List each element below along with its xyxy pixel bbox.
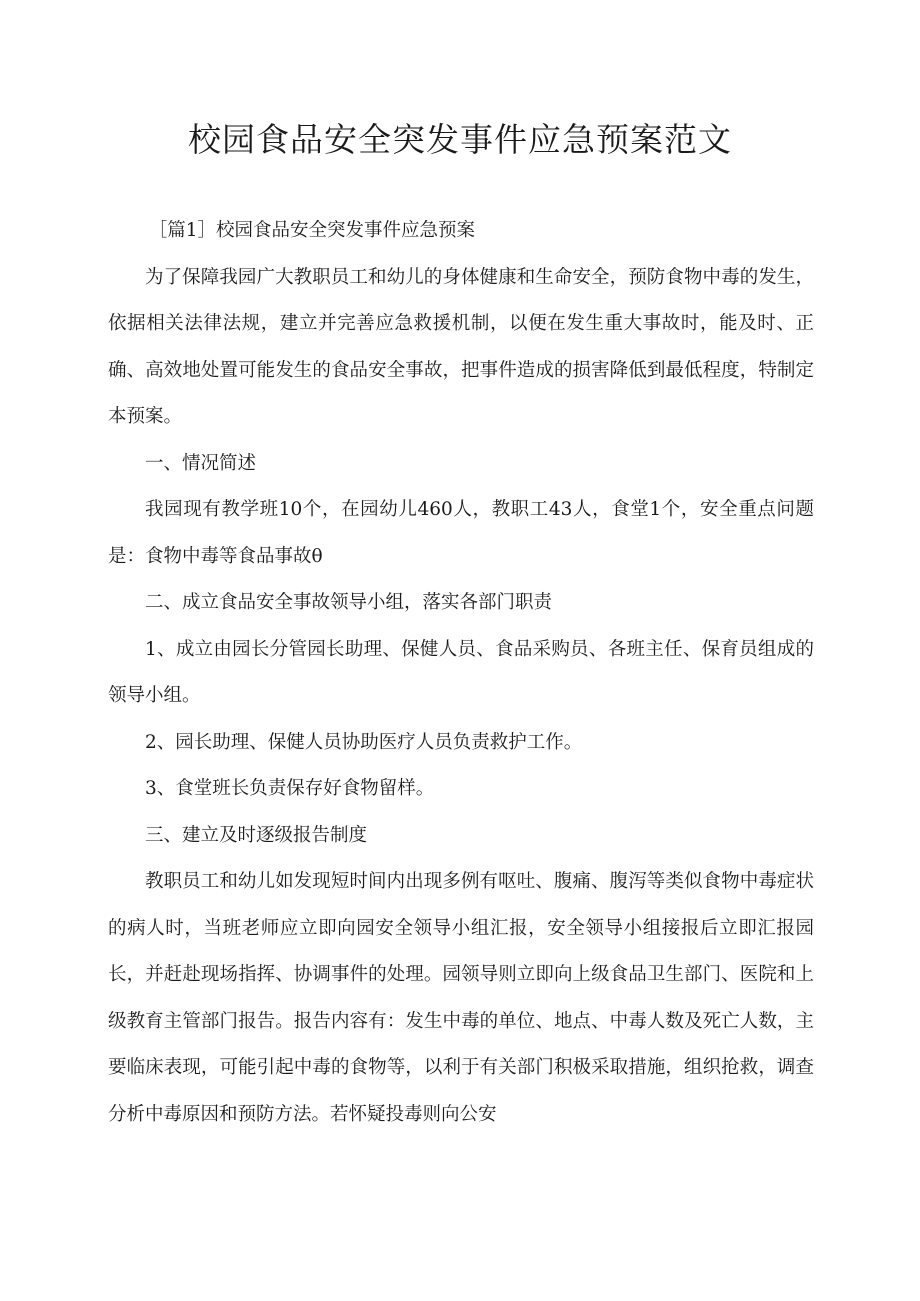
overview-paragraph: 我园现有教学班10个，在园幼儿460人，教职工43人，食堂1个，安全重点问题是：食物中毒等食品事故θ	[108, 499, 814, 567]
leadership-item-2: 2、园长助理、保健人员协助医疗人员负责救护工作。	[145, 731, 583, 753]
document-body	[108, 208, 814, 1138]
document-title: 校园食品安全突发事件应急预案范文	[188, 120, 732, 159]
intro-paragraph: 为了保障我园广大教职员工和幼儿的身体健康和生命安全，预防食物中毒的发生，依据相关法律法规，建立并完善应急救援机制，以便在发生重大事故时，能及时、正确、高效地处置可能发生的食品安全事故，把事件造成的损害降低到最低程度，特制定本预案。	[108, 266, 814, 427]
section-heading-overview: 一、情况简述	[145, 452, 257, 474]
leadership-item-1: 1、成立由园长分管园长助理、保健人员、食品采购员、各班主任、保育员组成的领导小组。	[108, 638, 814, 706]
section-heading-reporting: 三、建立及时逐级报告制度	[145, 824, 368, 846]
section-subtitle: ［篇1］校园食品安全突发事件应急预案	[148, 220, 475, 241]
section-heading-leadership: 二、成立食品安全事故领导小组，落实各部门职责	[145, 592, 553, 613]
leadership-item-3: 3、食堂班长负责保存好食物留样。	[145, 778, 435, 799]
reporting-paragraph: 教职员工和幼儿如发现短时间内出现多例有呕吐、腹痛、腹泻等类似食物中毒症状的病人时，当班老师应立即向园安全领导小组汇报，安全领导小组接报后立即汇报园长，并赶赴现场指挥、协调事件的处理。园领导则立即向上级食品卫生部门、医院和上级教育主管部门报告。报告内容有：发生中毒的单位、地点、中毒人数及死亡人数，主要临床表现，可能引起中毒的食物等，以利于有关部门积极采取措施，组织抢救，调查分析中毒原因和预防方法。若怀疑投毒则向公安	[108, 871, 814, 1125]
